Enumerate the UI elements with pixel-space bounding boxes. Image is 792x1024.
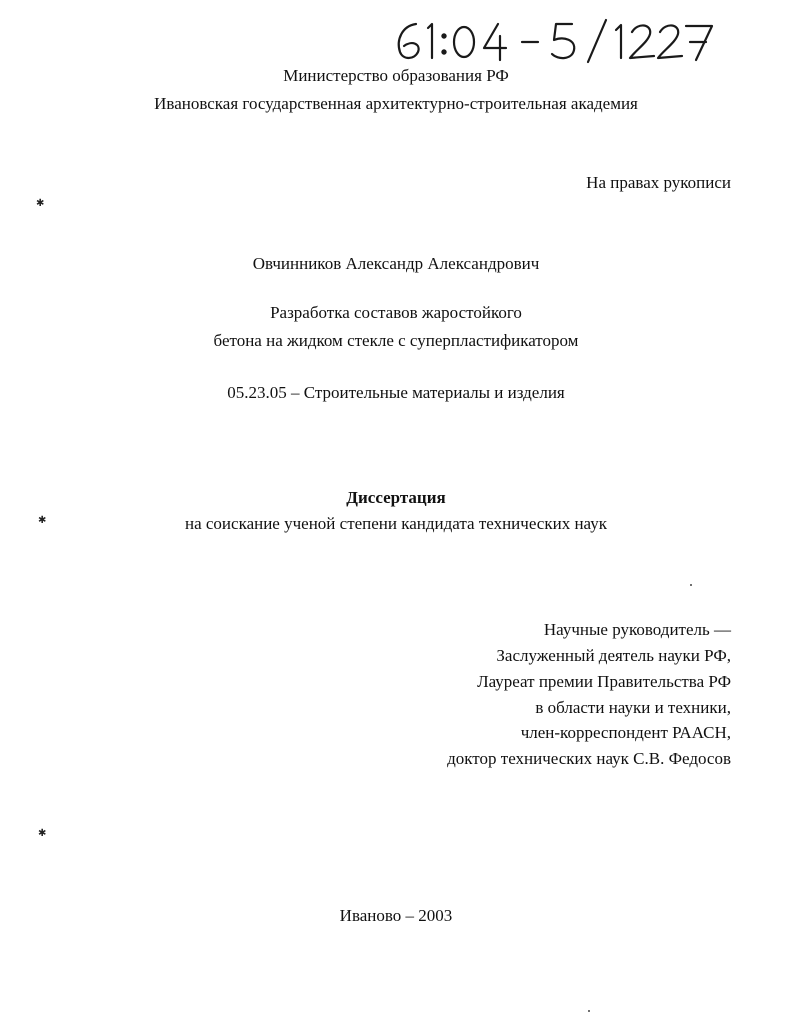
supervisor-line-5: член-корреспондент РААСН,: [520, 723, 731, 742]
dissertation-title-line-1: Разработка составов жаростойкого: [270, 303, 522, 322]
specialty-code: 05.23.05 – Строительные материалы и изделия: [227, 383, 565, 402]
author-name: Овчинников Александр Александрович: [252, 254, 540, 273]
ministry-line: Министерство образования РФ: [283, 66, 509, 85]
supervisor-line-3: Лауреат премии Правительства РФ: [477, 672, 731, 691]
dissertation-heading: Диссертация: [346, 488, 446, 507]
academy-line: Ивановская государственная архитектурно-строительная академия: [154, 94, 638, 113]
dissertation-title-line-2: бетона на жидком стекле с суперпластификатором: [213, 331, 579, 350]
supervisor-line-6: доктор технических наук С.В. Федосов: [447, 749, 731, 768]
scan-margin-mark: ✱: [36, 198, 45, 209]
supervisor-line-1: Научные руководитель —: [543, 620, 731, 639]
scan-margin-mark: ✱: [38, 828, 47, 839]
scan-margin-mark: ✱: [38, 515, 47, 526]
place-and-year: Иваново – 2003: [339, 906, 453, 925]
degree-subtitle: на соискание ученой степени кандидата технических наук: [184, 514, 607, 533]
supervisor-line-4: в области науки и техники,: [535, 698, 731, 717]
rights-note: На правах рукописи: [586, 173, 731, 192]
scan-speck: [588, 1010, 590, 1012]
scan-speck: [690, 584, 692, 586]
handwritten-archive-code: [388, 14, 718, 66]
supervisor-line-2: Заслуженный деятель науки РФ,: [496, 646, 731, 665]
